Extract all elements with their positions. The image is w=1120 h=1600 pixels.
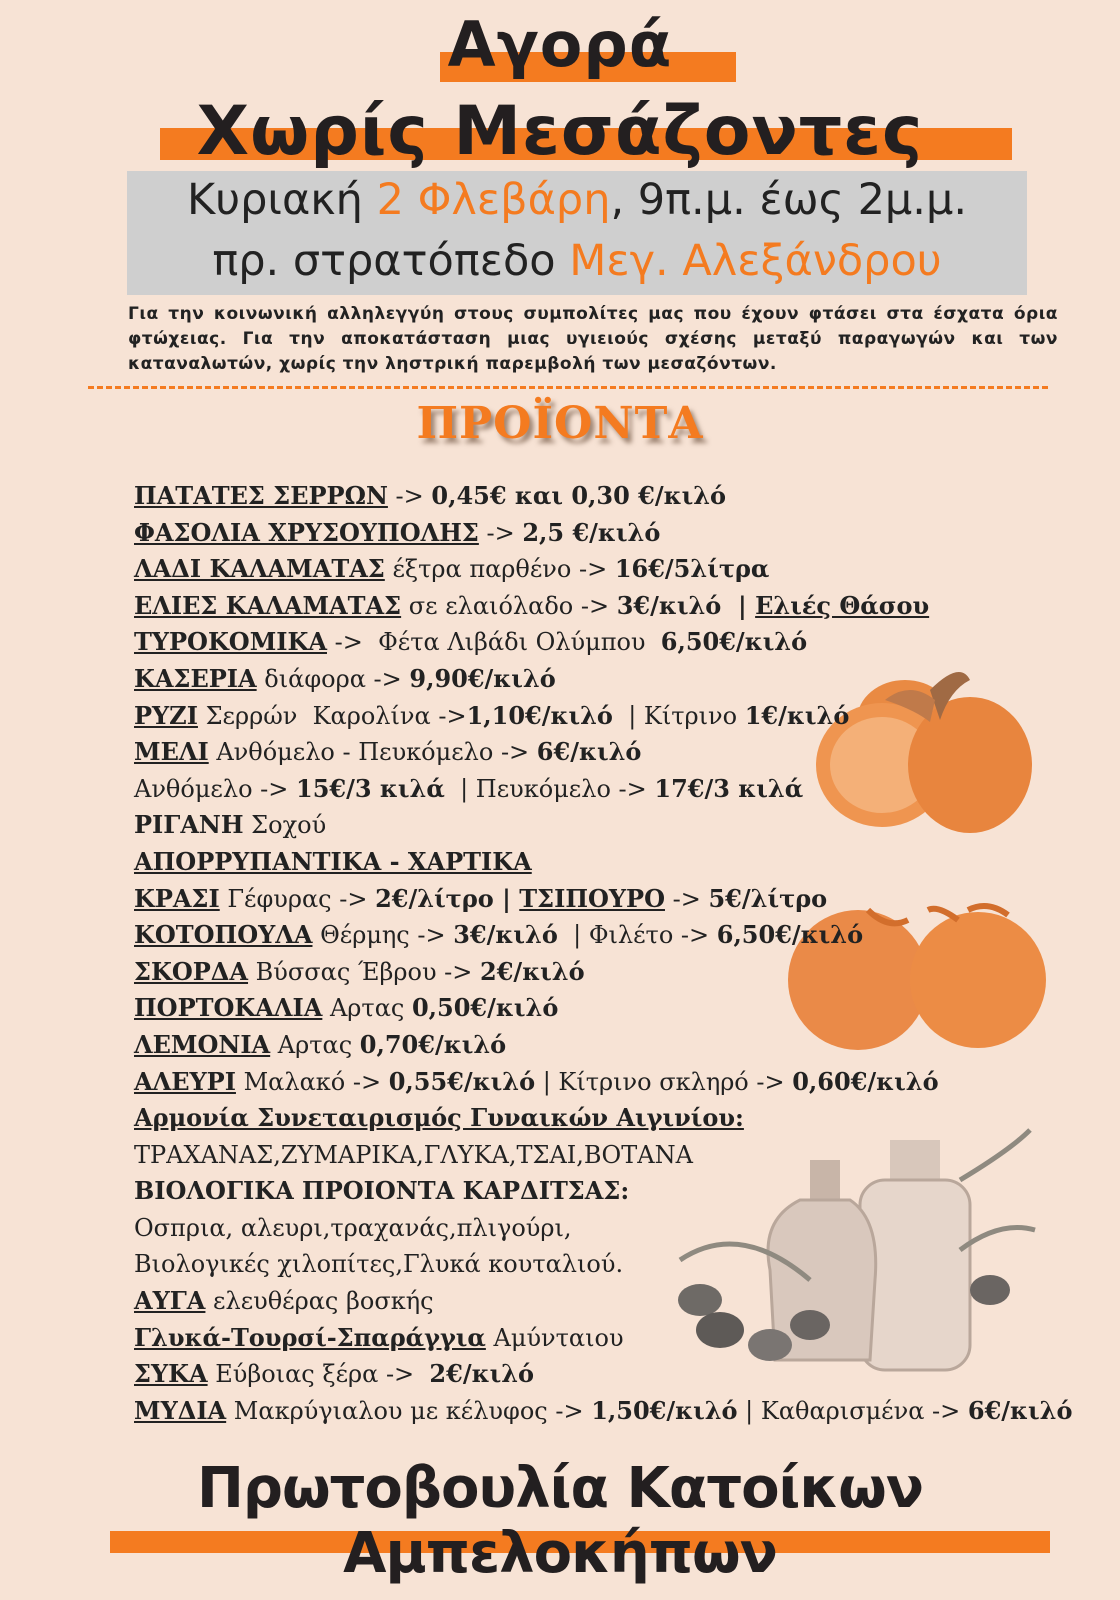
product-name: Ελιές Θάσου [755,590,930,620]
product-row [134,1173,1094,1210]
product-price: 6,50€/κιλό [716,920,864,950]
product-price: 17€/3 κιλά [654,773,804,803]
product-name: ΚΑΣΕΡΙΑ [134,663,257,693]
product-name: ΚΟΤΟΠΟΥΛΑ [134,920,313,950]
product-text: ΤΡΑΧΑΝΑΣ,ΖΥΜΑΡΙΚΑ,ΓΛΥΚΑ,ΤΣΑΙ,ΒΟΤΑΝΑ [134,1140,693,1169]
product-desc: Μαλακό -> [235,1067,389,1096]
product-row [134,1320,1094,1357]
product-price: 0,55€/κιλό [388,1066,536,1096]
product-name: ΡΙΓΑΝΗ [134,810,244,840]
product-name: ΜΕΛΙ [134,737,209,767]
product-desc: | Καθαρισμένα -> [737,1396,968,1425]
product-text: Οσπρια, αλευρι,τραχανάς,πλιγούρι, [134,1213,572,1242]
dashed-divider [88,386,1048,389]
place-prefix: πρ. στρατόπεδο [212,236,570,286]
product-row [134,1356,1094,1393]
product-desc: Ανθόμελο - Πευκόμελο -> [208,738,537,767]
product-desc: Βύσσας Έβρου -> [248,957,481,986]
product-price: 1,10€/κιλό [466,700,613,730]
product-text: Ανθόμελο -> [134,774,296,803]
product-price: 16€/5λίτρα [614,554,770,584]
product-name: ΒΙΟΛΟΓΙΚΑ ΠΡΟΙΟΝΤΑ ΚΑΡΔΙΤΣΑΣ: [134,1176,630,1206]
product-desc: | Κίτρινο σκληρό -> [535,1067,793,1096]
product-separator: | [493,883,520,913]
product-price: 0,70€/κιλό [359,1029,507,1059]
product-name: Γλυκά-Τουρσί-Σπαράγγια [134,1322,486,1352]
product-name: ΑΥΓΑ [134,1286,206,1316]
product-price: 6€/κιλό [536,737,642,767]
product-name: ΚΡΑΣΙ [134,883,220,913]
product-name: ΤΥΡΟΚΟΜΙΚΑ [134,627,327,657]
product-name: ΕΛΙΕΣ ΚΑΛΑΜΑΤΑΣ [134,590,402,620]
product-desc: Μακρύγιαλου με κέλυφος -> [226,1396,592,1425]
product-desc: | Πευκόμελο -> [444,774,655,803]
product-row [134,698,1094,735]
product-row [134,1393,1094,1430]
product-name: ΜΥΔΙΑ [134,1395,227,1425]
product-price: 0,60€/κιλό [792,1066,939,1096]
product-desc: Θέρμης -> [312,921,454,950]
product-row [134,734,1094,771]
product-desc: | Κίτρινο [612,701,745,730]
product-desc: -> Φέτα Λιβάδι Ολύμπου [326,628,661,657]
products-list [134,478,1094,1429]
product-desc: Σερρών Καρολίνα -> [197,701,467,730]
product-name: ΣΚΟΡΔΑ [134,956,249,986]
product-row [134,771,1094,808]
product-row [134,661,1094,698]
product-name: ΠΑΤΑΤΕΣ ΣΕΡΡΩΝ [134,481,388,510]
footer-signature: Πρωτοβουλία Κατοίκων Αμπελοκήπων [197,1456,923,1586]
product-row [134,551,1094,588]
product-desc: -> [387,482,432,510]
product-name: ΣΥΚΑ [134,1359,208,1389]
product-row [134,478,1094,515]
product-separator: | [721,590,756,620]
product-desc: -> [664,884,709,913]
product-row [134,1210,1094,1247]
product-row [134,588,1094,625]
product-price: 2€/κιλό [429,1359,535,1389]
product-price: 1€/κιλό [744,700,850,730]
product-desc: σε ελαιόλαδο -> [401,591,617,620]
product-price: 0,45€ και 0,30 €/κιλό [431,481,727,510]
product-desc: διάφορα -> [256,664,410,693]
product-text: Βιολογικές χιλοπίτες,Γλυκά κουταλιού. [134,1250,624,1279]
product-price: 2€/λίτρο [375,883,494,913]
product-name: ΤΣΙΠΟΥΡΟ [519,883,665,913]
place-highlight: Μεγ. Αλεξάνδρου [569,236,942,286]
product-name: ΡΥΖΙ [134,700,198,730]
product-row [134,1246,1094,1283]
title-line-1: Αγορά [447,8,673,81]
product-row [134,954,1094,991]
place-line [127,236,1027,286]
product-row [134,515,1094,552]
product-row [134,881,1094,918]
date-hours: , 9π.μ. έως 2μ.μ. [610,175,967,225]
product-name: ΠΟΡΤΟΚΑΛΙΑ [134,993,323,1023]
product-name: ΛΑΔΙ ΚΑΛΑΜΑΤΑΣ [134,554,385,584]
product-row [134,844,1094,881]
product-desc: Εύβοιας ξέρα -> [207,1360,430,1389]
product-desc: Αμύνταιου [485,1323,624,1352]
product-name: ΑΛΕΥΡΙ [134,1066,236,1096]
product-desc: Σοχού [243,811,327,840]
product-row [134,1064,1094,1101]
product-name: ΦΑΣΟΛΙΑ ΧΡΥΣΟΥΠΟΛΗΣ [134,517,479,547]
product-price: 5€/λίτρο [708,883,828,913]
product-row [134,624,1094,661]
product-desc: Γέφυρας -> [219,884,376,913]
product-desc: | Φιλέτο -> [557,921,717,950]
product-name: ΛΕΜΟΝΙΑ [134,1029,271,1059]
product-desc: -> [478,518,523,547]
product-price: 15€/3 κιλά [296,773,445,803]
product-price: 0,50€/κιλό [411,993,559,1023]
product-price: 9,90€/κιλό [409,663,556,693]
date-line [127,175,1027,225]
title-line-2: Χωρίς Μεσάζοντες [196,92,924,171]
product-row [134,1027,1094,1064]
product-price: 2,5 €/κιλό [522,517,661,547]
products-heading: ΠΡΟΪΟΝΤΑ [416,398,704,449]
product-name: Αρμονία Συνεταιρισμός Γυναικών Αιγινίου: [134,1103,744,1133]
product-price: 1,50€/κιλό [591,1395,738,1425]
product-price: 3€/κιλό [616,590,722,620]
date-prefix: Κυριακή [187,175,377,225]
product-price: 6€/κιλό [967,1395,1073,1425]
product-desc: έξτρα παρθένο -> [384,555,615,584]
intro-text: Για την κοινωνική αλληλεγγύη στους συμπολίτες μας που έχουν φτάσει στα έσχατα όρια φτώχειας. Για την αποκατάσταση μιας υγιειούς σχέσης μεταξύ παραγωγών και των καταναλωτών, χωρίς την ληστρική παρεμβολή των μεσαζόντων. [128,304,1058,374]
product-desc: Αρτας [270,1030,360,1059]
product-name: ΑΠΟΡΡΥΠΑΝΤΙΚΑ - ΧΑΡΤΙΚΑ [134,846,532,876]
product-price: 6,50€/κιλό [660,627,808,657]
product-row [134,1100,1094,1137]
product-price: 3€/κιλό [453,920,558,950]
product-row [134,1137,1094,1174]
product-row [134,807,1094,844]
product-desc: ελευθέρας βοσκής [205,1287,434,1316]
product-row [134,917,1094,954]
product-desc: Αρτας [322,994,412,1023]
product-row [134,990,1094,1027]
date-highlight: 2 Φλεβάρη [376,175,611,225]
product-price: 2€/κιλό [480,956,585,986]
product-row [134,1283,1094,1320]
